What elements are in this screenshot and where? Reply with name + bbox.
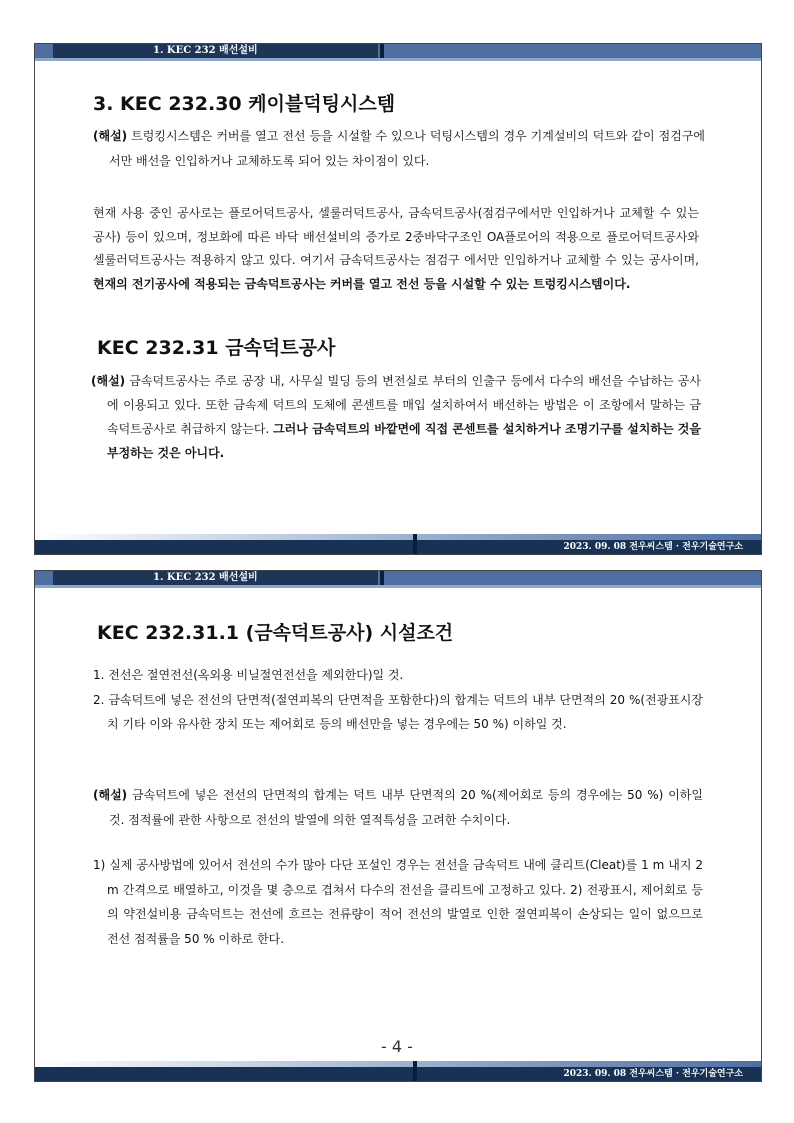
footer-text: 2023. 09. 08 전우씨스템 · 전우기술연구소 <box>563 1069 743 1079</box>
note-text: 트렁킹시스템은 커버를 열고 전선 등을 시설할 수 있으나 덕팅시스템의 경우 기계설비의 덕트와 같이 점검구에서만 배선을 인입하거나 교체하도록 되어 있는 차이점이 있다. <box>109 129 705 168</box>
header-title: 1. KEC 232 배선설비 <box>153 45 258 56</box>
slide-2 <box>34 570 762 1082</box>
note-paragraph <box>93 783 703 832</box>
section-heading: KEC 232.31 금속덕트공사 <box>97 337 336 359</box>
note-text: 금속덕트에 넣은 전선의 단면적의 합계는 덕트 내부 단면적의 20 %(제어회로 등의 경우에는 50 %) 이하일 것. 점적률에 관한 사항으로 전선의 발열에 의한 열적특성을 고려한 수치이다. <box>109 788 703 827</box>
slide-2-heading-wrap <box>97 621 709 646</box>
list-item: 2. 금속덕트에 넣은 전선의 단면적(절연피복의 단면적을 포함한다)의 합계는 덕트의 내부 단면적의 20 %(전광표시장치 기타 이와 유사한 장치 또는 제어회로 등의 배선만을 넣는 경우에는 50 %) 이하일 것. <box>93 692 703 731</box>
header-title: 1. KEC 232 배선설비 <box>153 572 258 583</box>
body-bold-text: 현재의 전기공사에 적용되는 금속덕트공사는 커버를 열고 전선 등을 시설할 수 있는 트렁킹시스템이다. <box>93 276 631 291</box>
note-label: (해설) <box>93 129 128 143</box>
slide-1 <box>34 43 762 555</box>
note-bold-text: 그러나 금속덕트의 바깥면에 직접 콘센트를 설치하거나 조명기구를 설치하는 것을 부정하는 것은 아니다. <box>107 422 701 460</box>
section-heading: KEC 232.31.1 (금속덕트공사) 시설조건 <box>97 622 454 644</box>
slide-header <box>35 571 761 589</box>
body-block-2 <box>93 853 703 951</box>
slide-footer <box>35 1053 761 1081</box>
note-label: (해설) <box>93 788 128 802</box>
header-line <box>35 585 761 588</box>
note-block-1 <box>93 124 705 174</box>
slide-1-content <box>93 92 705 127</box>
body-paragraph <box>93 202 699 296</box>
note-block-2 <box>91 369 701 465</box>
section-heading: 3. KEC 232.30 케이블덕팅시스템 <box>93 93 396 115</box>
slide-header <box>35 44 761 62</box>
note-block-3 <box>93 783 703 832</box>
footer-accent <box>413 534 417 554</box>
body-text: 현재 사용 중인 공사로는 플로어덕트공사, 셀룰러덕트공사, 금속덕트공사(점검구에서만 인입하거나 교체할 수 있는 공사) 등이 있으며, 정보화에 따른 바닥 배선설비의 증가로 2중바닥구조인 OA플로어의 적용으로 플로어덕트공사와 셀룰러덕트공사는 적용하지 않고 있다. 여기서 금속덕트공사는 점검구 에서만 인입하거나 교체할 수 있는 공사이며, <box>93 206 699 267</box>
note-label: (해설) <box>91 374 126 388</box>
section-2-heading-wrap <box>97 336 709 361</box>
note-paragraph <box>91 369 701 465</box>
list-item: 1. 전선은 절연전선(옥외용 비닐절연전선을 제외한다)일 것. <box>93 668 404 682</box>
note-paragraph <box>93 124 705 174</box>
body-block-1 <box>93 202 699 296</box>
slide-footer <box>35 526 761 554</box>
note-text: 금속덕트공사는 주로 공장 내, 사무실 빌딩 등의 변전실로 부터의 인출구 등에서 다수의 배선을 수납하는 공사에 이용되고 있다. 또한 금속제 덕트의 도체에 콘센트를 매입 설치하여서 배선하는 방법은 이 조항에서 말하는 금속덕트공사로 취급하지 않는다. <box>107 374 701 436</box>
header-line <box>35 58 761 61</box>
conditions-list <box>93 663 703 737</box>
footer-accent <box>413 1061 417 1081</box>
footer-text: 2023. 09. 08 전우씨스템 · 전우기술연구소 <box>563 542 743 552</box>
page-number: - 4 - <box>381 1037 413 1056</box>
body-paragraph: 1) 실제 공사방법에 있어서 전선의 수가 많아 다단 포설인 경우는 전선을 금속덕트 내에 클리트(Cleat)를 1 m 내지 2 m 간격으로 배열하고, 이것을 몇 층으로 겹쳐서 다수의 전선을 클리트에 고정하고 있다. 2) 전광표시, 제어회로 등의 약전설비용 금속덕트는 전선에 흐르는 전류량이 적어 전선의 발열로 인한 절연피복이 손상되는 일이 없으므로 전선 점적률을 50 % 이하로 한다. <box>93 858 703 946</box>
